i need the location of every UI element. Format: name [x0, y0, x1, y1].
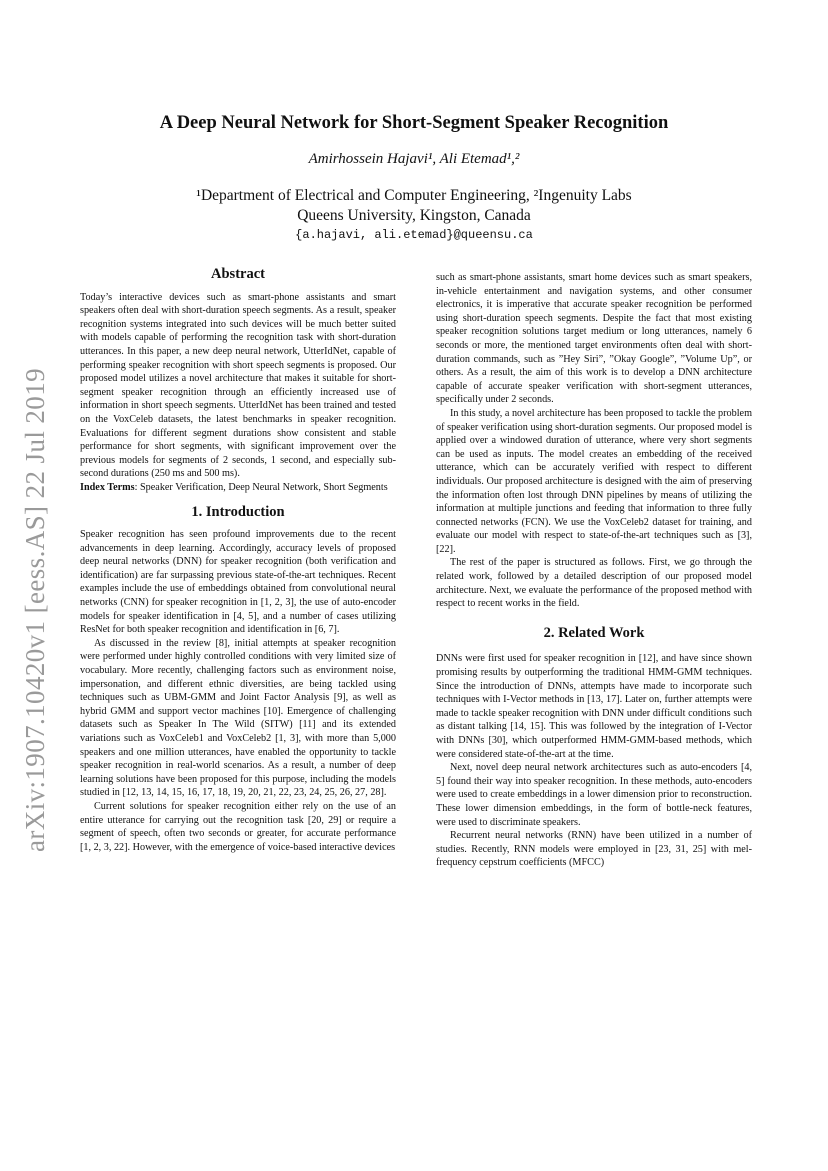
- intro-paragraph-3: Current solutions for speaker recognition either rely on the use of an entire utterance for carrying out the recognition task [20, 29] or require a segment of speech, often two seconds or greater, for accurate performance [1, 2, 3, 22]. However, with the emergence of voice-based interactive devices: [80, 800, 396, 853]
- arxiv-stamp-text: arXiv:1907.10420v1 [eess.AS] 22 Jul 2019: [20, 368, 50, 852]
- paper-email: {a.hajavi, ali.etemad}@queensu.ca: [295, 228, 533, 242]
- index-terms-text: : Speaker Verification, Deep Neural Network, Short Segments: [134, 481, 388, 493]
- abstract-heading: Abstract: [211, 266, 265, 282]
- left-column: [80, 268, 396, 854]
- related-work-heading: 2. Related Work: [543, 624, 645, 641]
- intro-paragraph-4: such as smart-phone assistants, smart home devices such as smart speakers, in-vehicle entertainment and navigation systems, and other consumer electronics, it is imperative that accurate speaker recognition be performed using short-duration speech segments. Despite the fact that most existing speaker recognition solutions target medium or long utterances, namely 6 seconds or more, the mentioned target environments often deal with short-duration commands, such as ”Hey Siri”, ”Okay Google”, ”Volume Up”, or others. As a result, the aim of this work is to develop a DNN architecture capable of accurate speaker verification with short-segment utterances, specifically under 2 seconds.: [436, 272, 752, 406]
- intro-paragraph-2: As discussed in the review [8], initial attempts at speaker recognition were performed under highly controlled conditions with very limited size of vocabulary. More recently, challenging factors such as environment noise, impersonation, and different ethnic diversities, are being tackled using techniques such as UBM-GMM and Joint Factor Analysis [9], as well as hybrid GMM and support vector machines [10]. Emergence of challenging datasets such as Speaker In The Wild (SITW) [11] and its extended variations such as VoxCeleb1 and VoxCeleb2 [1, 3], with more than 5,000 speakers and one million utterances, have enabled the opportunity to tackle speaker recognition in real-world scenarios. As a result, a number of deep learning solutions have been proposed for this purpose, including the models studied in [12, 13, 14, 15, 16, 17, 18, 19, 20, 21, 22, 23, 24, 25, 26, 27, 28].: [80, 637, 396, 799]
- affiliation-line-2: Queens University, Kingston, Canada: [297, 207, 531, 224]
- paper-affiliation: [80, 186, 748, 226]
- paper-title: A Deep Neural Network for Short-Segment Speaker Recognition: [159, 113, 669, 133]
- right-column: [436, 271, 752, 870]
- intro-paragraph-5: In this study, a novel architecture has been proposed to tackle the problem of speaker verification using short-duration segments. Our proposed model is applied over a windowed duration of utterance, where very short segments can be used as inputs. The model creates an embedding of the received utterance, which can be accurately verified with respect to different individuals. Our proposed architecture is designed with the aim of preserving the information often lost through DNN pipelines by means of utilizing the information at multiple junctions and feeding that information to three fully connected networks (FCN). We use the VoxCeleb2 dataset for training, and evaluate our model with respect to state-of-the-art techniques such as [3], [22].: [436, 407, 752, 555]
- arxiv-stamp: [20, 368, 54, 868]
- intro-paragraph-1: Speaker recognition has seen profound improvements due to the recent advancements in deep learning. Accordingly, accuracy levels of proposed deep neural networks (DNN) for speaker recognition (both verification and identification) are far surpassing previous state-of-the-art techniques. Recent examples include the use of embeddings obtained from convolutional neural networks (CNN) for speaker recognition in [1, 2, 3], the use of auto-encoder models for speaker identification in [4, 5], and a number of cases utilizing ResNet for both speaker recognition and identification in [6, 7].: [80, 529, 396, 636]
- related-paragraph-3: Recurrent neural networks (RNN) have been utilized in a number of studies. Recently, RNN models were employed in [23, 31, 25] with mel-frequency cepstrum coefficients (MFCC): [436, 830, 752, 869]
- affiliation-line-1: ¹Department of Electrical and Computer Engineering, ²Ingenuity Labs: [196, 187, 632, 204]
- index-terms-label: Index Terms: [80, 481, 135, 493]
- paper-authors: Amirhossein Hajavi¹, Ali Etemad¹,²: [308, 151, 520, 167]
- index-terms: [80, 481, 396, 495]
- abstract-body: Today’s interactive devices such as smart-phone assistants and smart speakers often deal with short-duration speech segments. As a result, speaker recognition systems integrated into such devices will be much better suited with models capable of performing the recognition task with short-duration utterances. In this paper, a new deep neural network, UtterIdNet, capable of performing speaker recognition with short speech segments is proposed. Our proposed model utilizes a novel architecture that makes it suitable for short-segment speaker recognition through an efficiently increased use of information in short speech segments. UtterIdNet has been trained and tested on the VoxCeleb datasets, the latest benchmarks in speaker recognition. Evaluations for different segment durations show consistent and stable performance for short segments, with significant improvement over the previous models for segments of 2 seconds, 1 second, and especially sub-second durations (250 ms and 500 ms).: [80, 291, 396, 480]
- introduction-heading: 1. Introduction: [191, 503, 285, 520]
- related-paragraph-1: DNNs were first used for speaker recognition in [12], and have since shown promising results by outperforming the traditional HMM-GMM techniques. Since the introduction of DNNs, attempts have made to incorporate such techniques with I-Vector methods in [13, 17]. Later on, further attempts were made to tackle speaker recognition with DNN under difficult conditions such as distant talking [14, 15]. This was followed by the integration of I-Vector with DNNs [30], which outperformed HMM-GMM-based methods, which were considered state-of-the-art at the time.: [436, 653, 752, 760]
- intro-paragraph-6: The rest of the paper is structured as follows. First, we go through the related work, followed by a detailed description of our proposed model architecture. Next, we evaluate the performance of the proposed method with respect to recent works in the field.: [436, 557, 752, 610]
- related-paragraph-2: Next, novel deep neural network architectures such as auto-encoders [4, 5] found their way into speaker recognition. In these methods, auto-encoders were used to create embeddings in a lower dimension prior to reconstruction. These lower dimension embeddings, in the form of bottle-neck features, were used to discriminate speakers.: [436, 762, 752, 828]
